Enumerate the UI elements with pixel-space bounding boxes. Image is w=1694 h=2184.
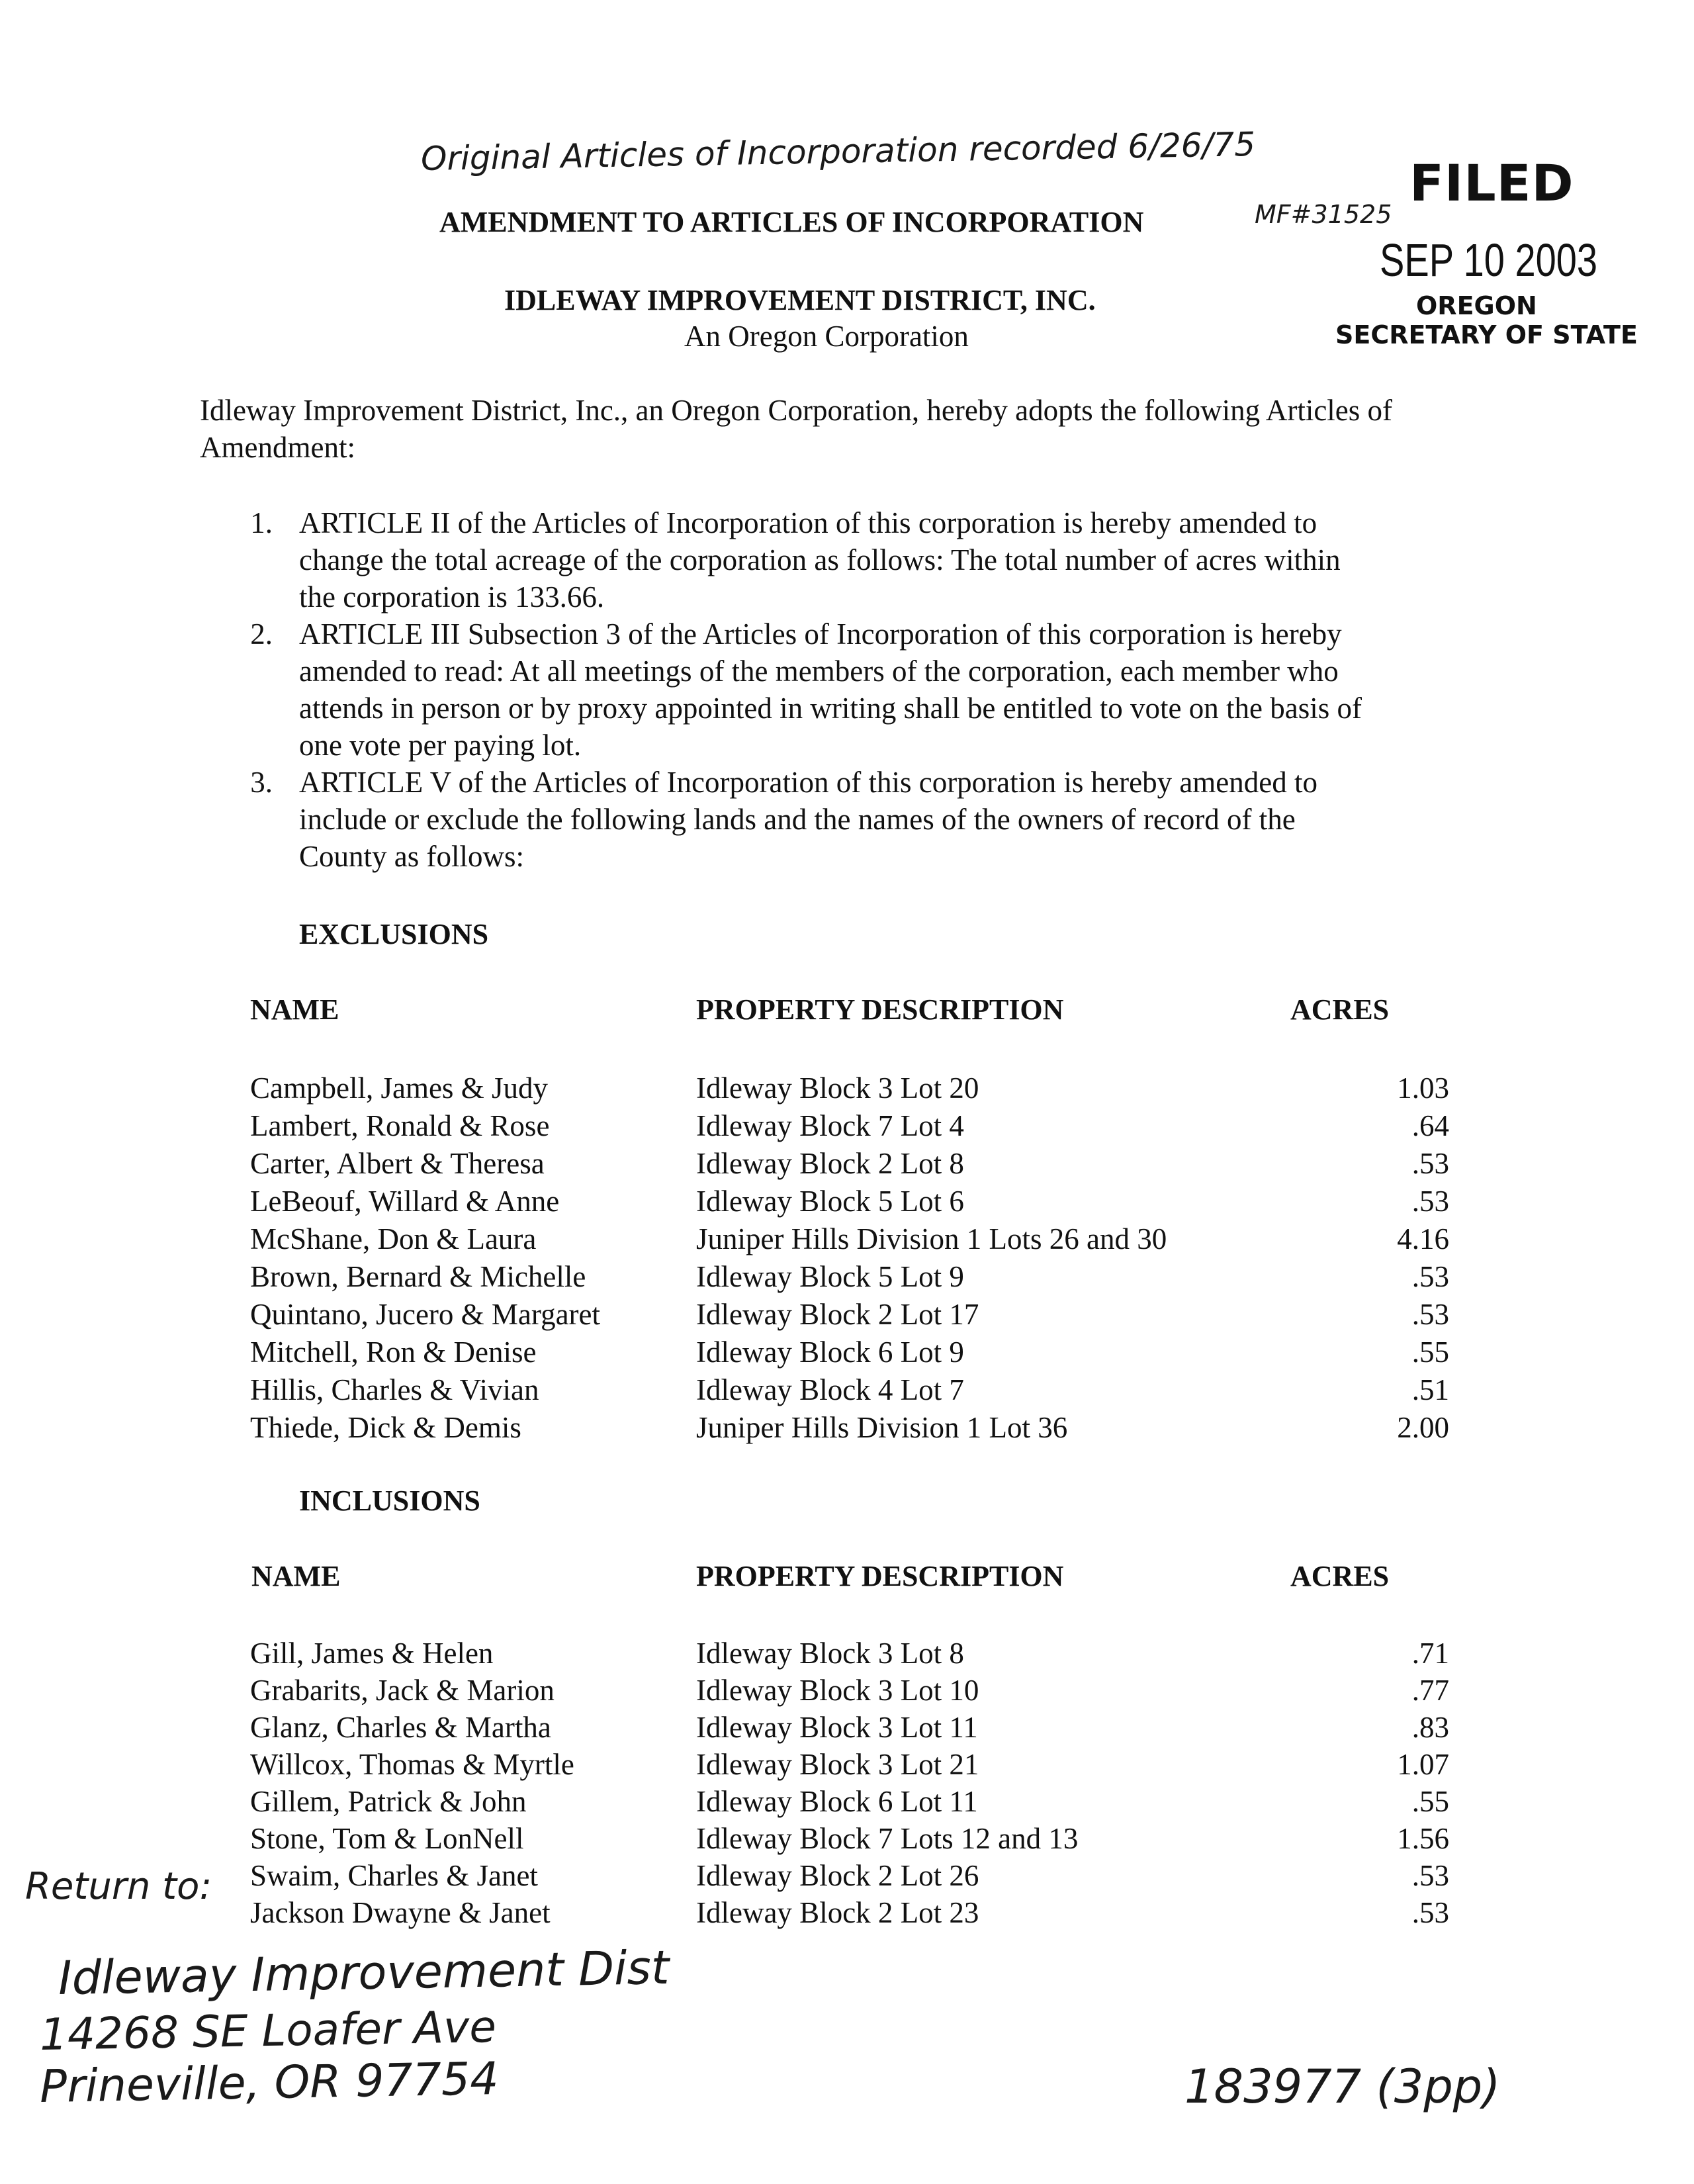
table-row [0,1672,1694,1709]
table-row [0,1857,1694,1894]
owner-name: Glanz, Charles & Martha [250,1711,551,1744]
property-description: Idleway Block 3 Lot 20 [696,1071,979,1105]
owner-name: Thiede, Dick & Demis [250,1411,521,1444]
table-row [0,1183,1694,1220]
table-row [0,1145,1694,1182]
article-3-line-1: ARTICLE V of the Articles of Incorporation of this corporation is hereby amended to [299,766,1318,799]
acres-value: .55 [1411,1336,1449,1369]
property-description: Idleway Block 4 Lot 7 [696,1373,964,1406]
table-row [0,1334,1694,1371]
article-1-line-3: the corporation is 133.66. [299,580,605,614]
acres-value: 1.56 [1397,1822,1449,1855]
table-row [0,1371,1694,1408]
owner-name: LeBeouf, Willard & Anne [250,1185,560,1218]
acres-value: .53 [1411,1859,1449,1892]
article-1-line-1: ARTICLE II of the Articles of Incorporation of this corporation is hereby amended to [299,506,1317,539]
exclusions-col-property: PROPERTY DESCRIPTION [696,993,1064,1026]
property-description: Idleway Block 6 Lot 11 [696,1785,978,1818]
article-2-line-2: amended to read: At all meetings of the members of the corporation, each member who [299,655,1339,688]
exclusions-heading: EXCLUSIONS [299,918,489,950]
table-row [0,1220,1694,1257]
acres-value: 1.03 [1397,1071,1449,1105]
table-row [0,1746,1694,1783]
owner-name: Willcox, Thomas & Myrtle [250,1748,574,1781]
table-row [0,1107,1694,1144]
owner-name: Lambert, Ronald & Rose [250,1109,550,1142]
article-1-number: 1. [250,506,273,539]
inclusions-col-property: PROPERTY DESCRIPTION [696,1560,1064,1592]
owner-name: Mitchell, Ron & Denise [250,1336,537,1369]
property-description: Idleway Block 2 Lot 8 [696,1147,964,1180]
document-title: AMENDMENT TO ARTICLES OF INCORPORATION [439,206,1144,238]
inclusions-col-acres: ACRES [1290,1560,1390,1592]
owner-name: Grabarits, Jack & Marion [250,1674,555,1707]
property-description: Idleway Block 2 Lot 23 [696,1896,979,1929]
acres-value: .53 [1411,1185,1449,1218]
acres-value: .51 [1411,1373,1449,1406]
table-row [0,1409,1694,1446]
article-3-number: 3. [250,766,273,799]
filed-stamp-label: FILED [1409,154,1574,212]
exclusions-col-acres: ACRES [1290,993,1390,1026]
property-description: Idleway Block 2 Lot 17 [696,1298,979,1331]
handwritten-recorded-note: Original Articles of Incorporation recorded 6/26/75 [420,124,1256,179]
property-description: Idleway Block 7 Lot 4 [696,1109,964,1142]
article-3-line-3: County as follows: [299,840,525,873]
acres-value: 2.00 [1397,1411,1449,1444]
handwritten-return-line-2: 14268 SE Loafer Ave [39,2001,497,2061]
acres-value: 1.07 [1397,1748,1449,1781]
owner-name: Gillem, Patrick & John [250,1785,527,1818]
property-description: Juniper Hills Division 1 Lots 26 and 30 [696,1222,1167,1255]
property-description: Idleway Block 5 Lot 9 [696,1260,964,1293]
table-row [0,1296,1694,1333]
acres-value: .64 [1411,1109,1449,1142]
table-row [0,1820,1694,1857]
owner-name: Stone, Tom & LonNell [250,1822,524,1855]
filed-stamp-state: OREGON [1416,291,1537,320]
acres-value: .53 [1411,1260,1449,1293]
table-row [0,1894,1694,1931]
acres-value: .53 [1411,1147,1449,1180]
table-row [0,1069,1694,1107]
handwritten-return-line-1: Idleway Improvement Dist [58,1940,670,2006]
article-2-line-4: one vote per paying lot. [299,729,582,762]
exclusions-col-name: NAME [250,993,339,1026]
property-description: Idleway Block 6 Lot 9 [696,1336,964,1369]
acres-value: .53 [1411,1896,1449,1929]
company-subtitle: An Oregon Corporation [684,320,969,353]
property-description: Idleway Block 3 Lot 11 [696,1711,978,1744]
property-description: Idleway Block 3 Lot 21 [696,1748,979,1781]
owner-name: McShane, Don & Laura [250,1222,537,1255]
table-row [0,1783,1694,1820]
article-3-line-2: include or exclude the following lands and the names of the owners of record of the [299,803,1296,836]
inclusions-heading: INCLUSIONS [299,1484,480,1517]
handwritten-document-number: 183977 (3pp) [1184,2060,1501,2114]
filed-stamp-office: SECRETARY OF STATE [1335,320,1638,349]
article-2-number: 2. [250,617,273,651]
property-description: Idleway Block 3 Lot 10 [696,1674,979,1707]
acres-value: .83 [1411,1711,1449,1744]
acres-value: 4.16 [1397,1222,1449,1255]
owner-name: Brown, Bernard & Michelle [250,1260,586,1293]
owner-name: Jackson Dwayne & Janet [250,1896,551,1929]
owner-name: Carter, Albert & Theresa [250,1147,545,1180]
handwritten-return-line-3: Prineville, OR 97754 [39,2052,500,2114]
company-name: IDLEWAY IMPROVEMENT DISTRICT, INC. [504,284,1096,316]
property-description: Idleway Block 5 Lot 6 [696,1185,964,1218]
filed-stamp-date: SEP 10 2003 [1380,234,1598,286]
handwritten-return-to: Return to: [25,1865,212,1908]
owner-name: Swaim, Charles & Janet [250,1859,538,1892]
inclusions-col-name: NAME [251,1560,341,1592]
table-row [0,1635,1694,1672]
acres-value: .71 [1411,1637,1449,1670]
property-description: Juniper Hills Division 1 Lot 36 [696,1411,1068,1444]
acres-value: .55 [1411,1785,1449,1818]
property-description: Idleway Block 7 Lots 12 and 13 [696,1822,1079,1855]
owner-name: Gill, James & Helen [250,1637,494,1670]
owner-name: Quintano, Jucero & Margaret [250,1298,601,1331]
owner-name: Hillis, Charles & Vivian [250,1373,539,1406]
table-row [0,1258,1694,1295]
article-2-line-3: attends in person or by proxy appointed in writing shall be entitled to vote on the basis of [299,692,1362,725]
handwritten-mf-number: MF#31525 [1255,200,1392,229]
article-1-line-2: change the total acreage of the corporation as follows: The total number of acres within [299,543,1341,576]
article-2-line-1: ARTICLE III Subsection 3 of the Articles of Incorporation of this corporation is hereby [299,617,1342,651]
property-description: Idleway Block 3 Lot 8 [696,1637,964,1670]
acres-value: .77 [1411,1674,1449,1707]
intro-paragraph: Idleway Improvement District, Inc., an Oregon Corporation, hereby adopts the following Articles of Amendment: [200,394,1393,464]
owner-name: Campbell, James & Judy [250,1071,548,1105]
acres-value: .53 [1411,1298,1449,1331]
property-description: Idleway Block 2 Lot 26 [696,1859,979,1892]
table-row [0,1709,1694,1746]
